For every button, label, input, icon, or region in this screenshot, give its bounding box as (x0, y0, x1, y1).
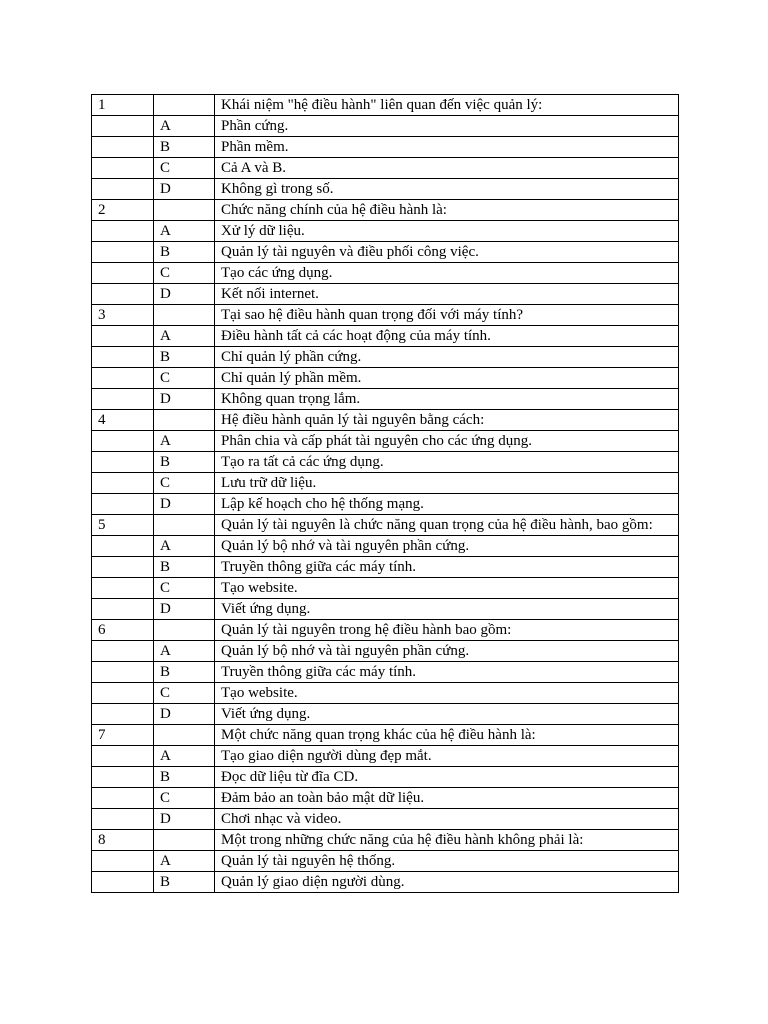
quiz-table (91, 94, 679, 893)
empty-cell (92, 452, 154, 473)
question-text: Khái niệm "hệ điều hành" liên quan đến việc quản lý: (215, 95, 679, 116)
option-row (92, 851, 679, 872)
question-text: Chức năng chính của hệ điều hành là: (215, 200, 679, 221)
option-row (92, 284, 679, 305)
option-text: Tạo các ứng dụng. (215, 263, 679, 284)
option-letter: D (154, 809, 215, 830)
empty-cell (92, 263, 154, 284)
empty-cell (92, 599, 154, 620)
option-text: Viết ứng dụng. (215, 704, 679, 725)
option-letter: C (154, 683, 215, 704)
question-text: Một trong những chức năng của hệ điều hành không phải là: (215, 830, 679, 851)
empty-cell (92, 683, 154, 704)
option-row (92, 389, 679, 410)
option-letter: B (154, 662, 215, 683)
question-number: 5 (92, 515, 154, 536)
question-text: Quản lý tài nguyên là chức năng quan trọng của hệ điều hành, bao gồm: (215, 515, 679, 536)
question-text: Hệ điều hành quản lý tài nguyên bằng cách: (215, 410, 679, 431)
option-text: Quản lý giao diện người dùng. (215, 872, 679, 893)
question-row (92, 515, 679, 536)
empty-cell (154, 515, 215, 536)
option-row (92, 641, 679, 662)
option-row (92, 473, 679, 494)
option-letter: A (154, 536, 215, 557)
option-letter: D (154, 494, 215, 515)
empty-cell (92, 704, 154, 725)
option-letter: B (154, 452, 215, 473)
question-row (92, 620, 679, 641)
option-text: Chỉ quản lý phần mềm. (215, 368, 679, 389)
empty-cell (92, 473, 154, 494)
empty-cell (92, 809, 154, 830)
empty-cell (92, 578, 154, 599)
empty-cell (92, 137, 154, 158)
option-letter: A (154, 431, 215, 452)
empty-cell (154, 305, 215, 326)
option-row (92, 872, 679, 893)
option-text: Lập kế hoạch cho hệ thống mạng. (215, 494, 679, 515)
empty-cell (92, 347, 154, 368)
option-text: Đọc dữ liệu từ đĩa CD. (215, 767, 679, 788)
option-row (92, 557, 679, 578)
option-row (92, 704, 679, 725)
option-text: Truyền thông giữa các máy tính. (215, 557, 679, 578)
option-text: Quản lý bộ nhớ và tài nguyên phần cứng. (215, 641, 679, 662)
option-text: Tạo website. (215, 683, 679, 704)
option-letter: C (154, 788, 215, 809)
question-text: Quản lý tài nguyên trong hệ điều hành bao gồm: (215, 620, 679, 641)
option-letter: D (154, 389, 215, 410)
option-row (92, 158, 679, 179)
empty-cell (92, 641, 154, 662)
option-row (92, 536, 679, 557)
option-row (92, 599, 679, 620)
empty-cell (154, 200, 215, 221)
empty-cell (92, 788, 154, 809)
option-letter: A (154, 116, 215, 137)
empty-cell (92, 662, 154, 683)
question-text: Một chức năng quan trọng khác của hệ điều hành là: (215, 725, 679, 746)
empty-cell (92, 872, 154, 893)
option-row (92, 179, 679, 200)
option-letter: A (154, 641, 215, 662)
question-row (92, 410, 679, 431)
option-row (92, 494, 679, 515)
empty-cell (154, 725, 215, 746)
option-text: Kết nối internet. (215, 284, 679, 305)
option-letter: A (154, 221, 215, 242)
option-text: Tạo ra tất cả các ứng dụng. (215, 452, 679, 473)
empty-cell (92, 536, 154, 557)
option-text: Điều hành tất cả các hoạt động của máy tính. (215, 326, 679, 347)
empty-cell (92, 368, 154, 389)
option-text: Cả A và B. (215, 158, 679, 179)
option-row (92, 263, 679, 284)
empty-cell (92, 326, 154, 347)
question-number: 3 (92, 305, 154, 326)
option-letter: C (154, 473, 215, 494)
option-text: Phần cứng. (215, 116, 679, 137)
empty-cell (154, 830, 215, 851)
option-row (92, 452, 679, 473)
option-letter: B (154, 767, 215, 788)
empty-cell (92, 158, 154, 179)
option-row (92, 683, 679, 704)
empty-cell (92, 557, 154, 578)
option-text: Không quan trọng lắm. (215, 389, 679, 410)
option-row (92, 662, 679, 683)
option-row (92, 242, 679, 263)
option-text: Viết ứng dụng. (215, 599, 679, 620)
option-text: Không gì trong số. (215, 179, 679, 200)
option-text: Truyền thông giữa các máy tính. (215, 662, 679, 683)
empty-cell (154, 95, 215, 116)
option-letter: C (154, 158, 215, 179)
option-row (92, 431, 679, 452)
empty-cell (92, 116, 154, 137)
option-row (92, 137, 679, 158)
empty-cell (92, 389, 154, 410)
option-letter: A (154, 851, 215, 872)
option-row (92, 221, 679, 242)
question-number: 8 (92, 830, 154, 851)
empty-cell (92, 431, 154, 452)
option-row (92, 326, 679, 347)
empty-cell (92, 767, 154, 788)
empty-cell (92, 179, 154, 200)
option-row (92, 347, 679, 368)
question-row (92, 830, 679, 851)
question-text: Tại sao hệ điều hành quan trọng đối với máy tính? (215, 305, 679, 326)
empty-cell (92, 221, 154, 242)
question-row (92, 305, 679, 326)
empty-cell (154, 410, 215, 431)
option-letter: D (154, 704, 215, 725)
option-letter: C (154, 368, 215, 389)
option-letter: B (154, 347, 215, 368)
option-letter: B (154, 872, 215, 893)
question-number: 7 (92, 725, 154, 746)
option-text: Chỉ quản lý phần cứng. (215, 347, 679, 368)
option-text: Phần mềm. (215, 137, 679, 158)
empty-cell (154, 620, 215, 641)
option-letter: A (154, 326, 215, 347)
option-row (92, 746, 679, 767)
empty-cell (92, 242, 154, 263)
option-text: Quản lý bộ nhớ và tài nguyên phần cứng. (215, 536, 679, 557)
option-row (92, 368, 679, 389)
option-letter: B (154, 137, 215, 158)
option-letter: A (154, 746, 215, 767)
option-text: Quản lý tài nguyên hệ thống. (215, 851, 679, 872)
quiz-table-body (92, 95, 679, 893)
option-text: Tạo giao diện người dùng đẹp mắt. (215, 746, 679, 767)
option-row (92, 578, 679, 599)
option-letter: B (154, 242, 215, 263)
option-letter: B (154, 557, 215, 578)
option-text: Chơi nhạc và video. (215, 809, 679, 830)
option-letter: D (154, 284, 215, 305)
option-row (92, 788, 679, 809)
option-letter: D (154, 599, 215, 620)
option-row (92, 767, 679, 788)
empty-cell (92, 284, 154, 305)
option-text: Xử lý dữ liệu. (215, 221, 679, 242)
option-letter: D (154, 179, 215, 200)
option-text: Đảm bảo an toàn bảo mật dữ liệu. (215, 788, 679, 809)
question-row (92, 200, 679, 221)
option-text: Tạo website. (215, 578, 679, 599)
empty-cell (92, 851, 154, 872)
question-number: 4 (92, 410, 154, 431)
option-row (92, 116, 679, 137)
question-row (92, 725, 679, 746)
option-letter: C (154, 263, 215, 284)
question-number: 6 (92, 620, 154, 641)
question-row (92, 95, 679, 116)
option-text: Lưu trữ dữ liệu. (215, 473, 679, 494)
option-text: Quản lý tài nguyên và điều phối công việc. (215, 242, 679, 263)
question-number: 1 (92, 95, 154, 116)
empty-cell (92, 494, 154, 515)
question-number: 2 (92, 200, 154, 221)
empty-cell (92, 746, 154, 767)
option-text: Phân chia và cấp phát tài nguyên cho các ứng dụng. (215, 431, 679, 452)
option-letter: C (154, 578, 215, 599)
option-row (92, 809, 679, 830)
